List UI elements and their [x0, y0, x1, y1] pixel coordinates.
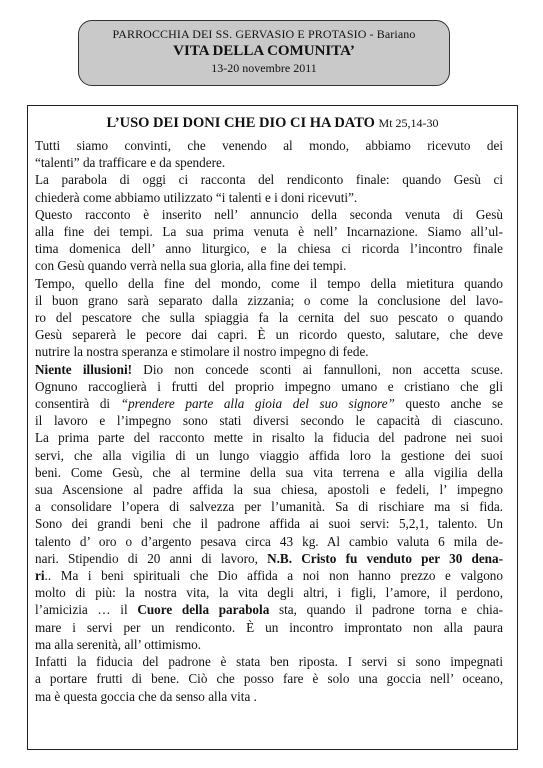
text-run: Sono dei grandi beni che il padrone affida ai suoi servi: 5,2,1, talento. Un: [35, 516, 503, 532]
body-line: [35, 240, 503, 257]
text-run: consentirà di: [35, 396, 121, 412]
bold-text: ri: [35, 568, 45, 584]
body-line: [35, 171, 503, 188]
text-run: ro del pescatore che sulla spiaggia fa la cernita del suo pescato o quando: [35, 310, 503, 326]
text-run: mare i servi per un rendiconto. È un incontro improntato non alla paura: [35, 619, 503, 635]
body-line: [35, 653, 503, 670]
body-line: [35, 206, 503, 223]
body-line: [35, 670, 503, 687]
parish-name: PARROCCHIA DEI SS. GERVASIO E PROTASIO - Bariano: [112, 27, 416, 41]
text-run: beni. Come Gesù, che al termine della sua vita terrena e alla vigilia della: [35, 464, 503, 480]
text-run: nari. Stipendio di 20 anni di lavoro,: [35, 550, 268, 566]
body-line: [35, 481, 503, 498]
body-line: [35, 154, 503, 171]
body-line: [35, 429, 503, 446]
text-run: Infatti la fiducia del padrone è stata ben riposta. I servi si sono impegnati: [35, 654, 503, 670]
text-run: tima domenica dell’ anno liturgico, e la chiesa ci ricorda l’incontro finale: [35, 241, 503, 257]
text-run: a portare frutti di bene. Ciò che posso fare è solo una goccia nell’ oceano,: [35, 671, 503, 687]
bulletin-dates: 13-20 novembre 2011: [211, 61, 317, 75]
body-line: [35, 464, 503, 481]
text-run: con Gesù quando verrà nella sua gloria, alla fine dei tempi.: [35, 258, 347, 274]
italic-quote: “prendere parte alla gioia del suo signore”: [120, 396, 395, 412]
body-line: [35, 533, 503, 550]
article-title: L’USO DEI DONI CHE DIO CI HA DATO: [106, 115, 375, 131]
gospel-reference: Mt 25,14-30: [378, 116, 439, 130]
body-line: [35, 636, 503, 653]
body-line: [35, 309, 503, 326]
body-line: [35, 412, 503, 429]
body-line: [35, 275, 503, 292]
article-body: [35, 137, 503, 705]
text-run: “talenti” da trafficare e da spendere.: [35, 155, 226, 171]
text-run: talento d’ oro o d’argento pesava circa 43 kg. Al cambio valuta 6 mila de-: [35, 533, 503, 549]
text-run: La parabola di oggi ci racconta del rendiconto finale: quando Gesù ci: [35, 172, 503, 188]
body-line: [35, 378, 503, 395]
text-run: Tutti siamo convinti, che venendo al mondo, abbiamo ricevuto dei: [35, 138, 503, 153]
body-line: [35, 567, 503, 584]
bold-text: N.B. Cristo fu venduto per 30 dena-: [267, 550, 503, 566]
body-line: [35, 292, 503, 309]
text-run: nutrire la nostra speranza e stimolare il nostro impegno di fede.: [35, 344, 369, 360]
header-box: [78, 20, 450, 86]
body-line: [35, 601, 503, 618]
bold-text: Niente illusioni!: [35, 361, 133, 377]
body-line: [35, 498, 503, 515]
text-run: sta, quando il padrone torna e chia-: [269, 602, 504, 618]
article-heading: [28, 114, 517, 132]
body-line: [35, 550, 503, 567]
text-run: il lavoro e l’impegno sono stati diversi secondo le capacità di ciascuno.: [35, 413, 503, 429]
text-run: sua Ascensione al padre affida la sua chiesa, apostoli e fedeli, l’ impegno: [35, 482, 503, 498]
body-line: [35, 395, 503, 412]
text-run: Tempo, quello della fine del mondo, come il tempo della mietitura quando: [35, 275, 503, 291]
body-line: [35, 189, 503, 206]
text-run: a consolidare l’opera di salvezza per l’umanità. Sa di rischiare ma si fida.: [35, 499, 503, 515]
body-line: [35, 619, 503, 636]
body-line: [35, 326, 503, 343]
text-run: La prima parte del racconto mette in risalto la fiducia del padrone nei suoi: [35, 430, 503, 446]
body-line: [35, 343, 503, 360]
text-run: l’amicizia … il: [35, 602, 138, 618]
text-run: chiederà come abbiamo utilizzato “i talenti e i doni ricevuti”.: [35, 189, 358, 205]
body-line: [35, 688, 503, 705]
text-run: servi, che alla vigilia di un lungo viaggio affida loro la gestione dei suoi: [35, 447, 503, 463]
body-line: [35, 515, 503, 532]
text-run: Gesù separerà le pecore dai capri. È un ricordo questo, salutare, che deve: [35, 327, 503, 343]
text-run: .. Ma i beni spirituali che Dio affida a noi non hanno prezzo e valgono: [44, 568, 503, 584]
text-run: Dio non concede sconti ai fannulloni, non accetta scuse.: [132, 361, 504, 377]
text-run: molto di più: la nostra vita, la vita degli altri, i figli, l’amore, il perdono,: [35, 585, 503, 601]
body-line: [35, 447, 503, 464]
body-line: [35, 257, 503, 274]
bulletin-title: VITA DELLA COMUNITA’: [173, 43, 355, 59]
text-run: ma è questa goccia che da senso alla vita .: [35, 688, 257, 704]
body-line: [35, 361, 503, 378]
bold-text: Cuore della parabola: [137, 602, 270, 618]
text-run: questo anche se: [394, 396, 503, 412]
text-run: alla fine dei tempi. La sua prima venuta è nell’ Incarnazione. Siamo all’ul-: [35, 224, 503, 240]
body-line: [35, 223, 503, 240]
text-run: il buon grano sarà separato dalla zizzania; o come la conclusione del lavo-: [35, 292, 503, 308]
body-line: [35, 584, 503, 601]
text-run: ma alla serenità, all’ ottimismo.: [35, 636, 202, 652]
text-run: Ognuno raccoglierà i frutti del proprio impegno umano e cristiano che gli: [35, 378, 503, 394]
body-line: [35, 137, 503, 154]
text-run: Questo racconto è inserito nell’ annuncio della seconda venuta di Gesù: [35, 206, 503, 222]
